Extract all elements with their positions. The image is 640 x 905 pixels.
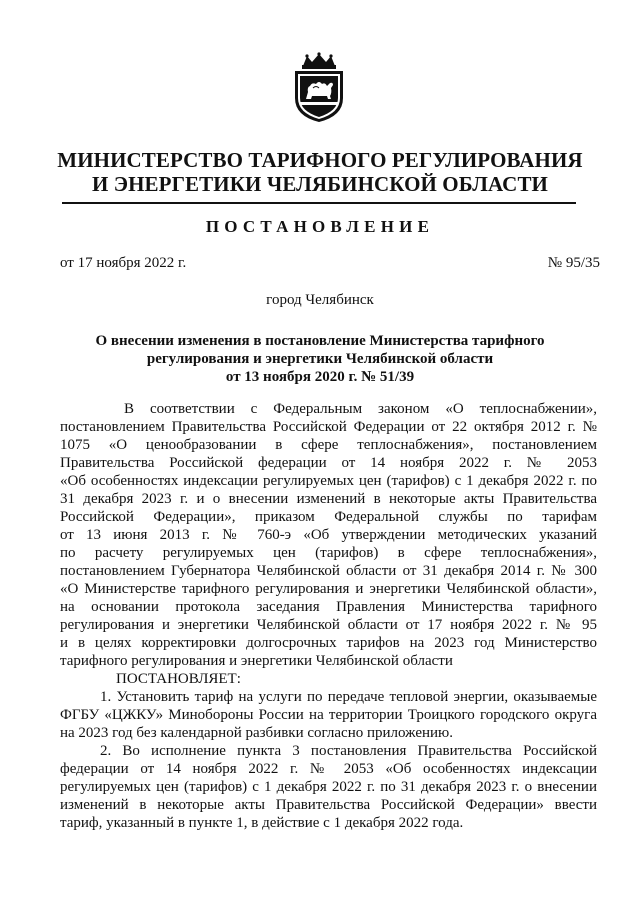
body-line: регулирования и энергетики Челябинской области от 17 ноября 2022 г. № 95 — [60, 617, 597, 633]
body-line: постановлением Правительства Российской Федерации от 22 октября 2012 г. № — [60, 419, 597, 435]
document-type-title: ПОСТАНОВЛЕНИЕ — [205, 217, 435, 236]
body-line: 1075 «О ценообразовании в сфере теплоснабжения», постановлением — [60, 437, 597, 453]
subject-line: от 13 ноября 2020 г. № 51/39 — [225, 369, 415, 385]
body-line: Правительства Российской федерации от 14 ноября 2022 г. № 2053 — [60, 455, 597, 471]
body-line: тарифного регулирования и энергетики Челябинской области — [60, 653, 453, 669]
document-subject — [60, 332, 580, 386]
body-line: 2. Во исполнение пункта 3 постановления Правительства Российской — [100, 743, 597, 759]
document-city: город Челябинск — [266, 292, 374, 308]
body-line: Российской Федерации», приказом Федеральной службы по тарифам — [60, 509, 597, 525]
body-line: 1. Установить тариф на услуги по передаче тепловой энергии, оказываемые — [100, 689, 597, 705]
document-date: от 17 ноября 2022 г. — [60, 255, 187, 271]
subject-line: регулирования и энергетики Челябинской области — [146, 351, 494, 367]
body-line: постановлением Губернатора Челябинской области от 31 декабря 2014 г. № 300 — [60, 563, 597, 579]
ministry-name-line-1: МИНИСТЕРСТВО ТАРИФНОГО РЕГУЛИРОВАНИЯ — [57, 148, 583, 172]
body-line: на 2023 год без календарной разбивки согласно приложению. — [60, 725, 453, 741]
header-divider — [62, 202, 576, 204]
body-line: по расчету регулируемых цен (тарифов) в сфере теплоснабжения», — [60, 545, 597, 561]
body-line: федерации от 14 ноября 2022 г. № 2053 «Об особенностях индексации — [60, 761, 597, 777]
body-line: регулируемых цен (тарифов) с 1 декабря 2022 г. по 31 декабря 2023 г. о внесении — [60, 779, 597, 795]
body-line: «Об особенностях индексации регулируемых цен (тарифов) с 1 декабря 2022 г. по — [60, 473, 597, 489]
subject-line: О внесении изменения в постановление Министерства тарифного — [95, 333, 545, 349]
body-line: 31 декабря 2023 г. и о внесении изменений в некоторые акты Правительства — [60, 491, 597, 507]
ministry-name-line-2: И ЭНЕРГЕТИКИ ЧЕЛЯБИНСКОЙ ОБЛАСТИ — [92, 172, 548, 196]
body-line: ФГБУ «ЦЖКУ» Минобороны России на территории Троицкого городского округа — [60, 707, 597, 723]
body-line: и в целях корректировки долгосрочных тарифов на 2023 год Министерство — [60, 635, 597, 651]
body-line: от 13 июня 2013 г. № 760-э «Об утверждении методических указаний — [60, 527, 597, 543]
body-line: изменений в некоторые акты Правительства Российской Федерации» ввести — [60, 797, 597, 813]
document-number: № 95/35 — [547, 255, 600, 271]
body-line: тариф, указанный в пункте 1, в действие с 1 декабря 2022 года. — [60, 815, 464, 831]
coat-of-arms-icon — [289, 52, 349, 124]
body-line: на основании протокола заседания Правления Министерства тарифного — [60, 599, 597, 615]
resolution-keyword: ПОСТАНОВЛЯЕТ: — [116, 671, 241, 687]
body-line: В соответствии с Федеральным законом «О теплоснабжении», — [124, 401, 597, 417]
body-line: «О Министерстве тарифного регулирования и энергетики Челябинской области», — [60, 581, 597, 597]
